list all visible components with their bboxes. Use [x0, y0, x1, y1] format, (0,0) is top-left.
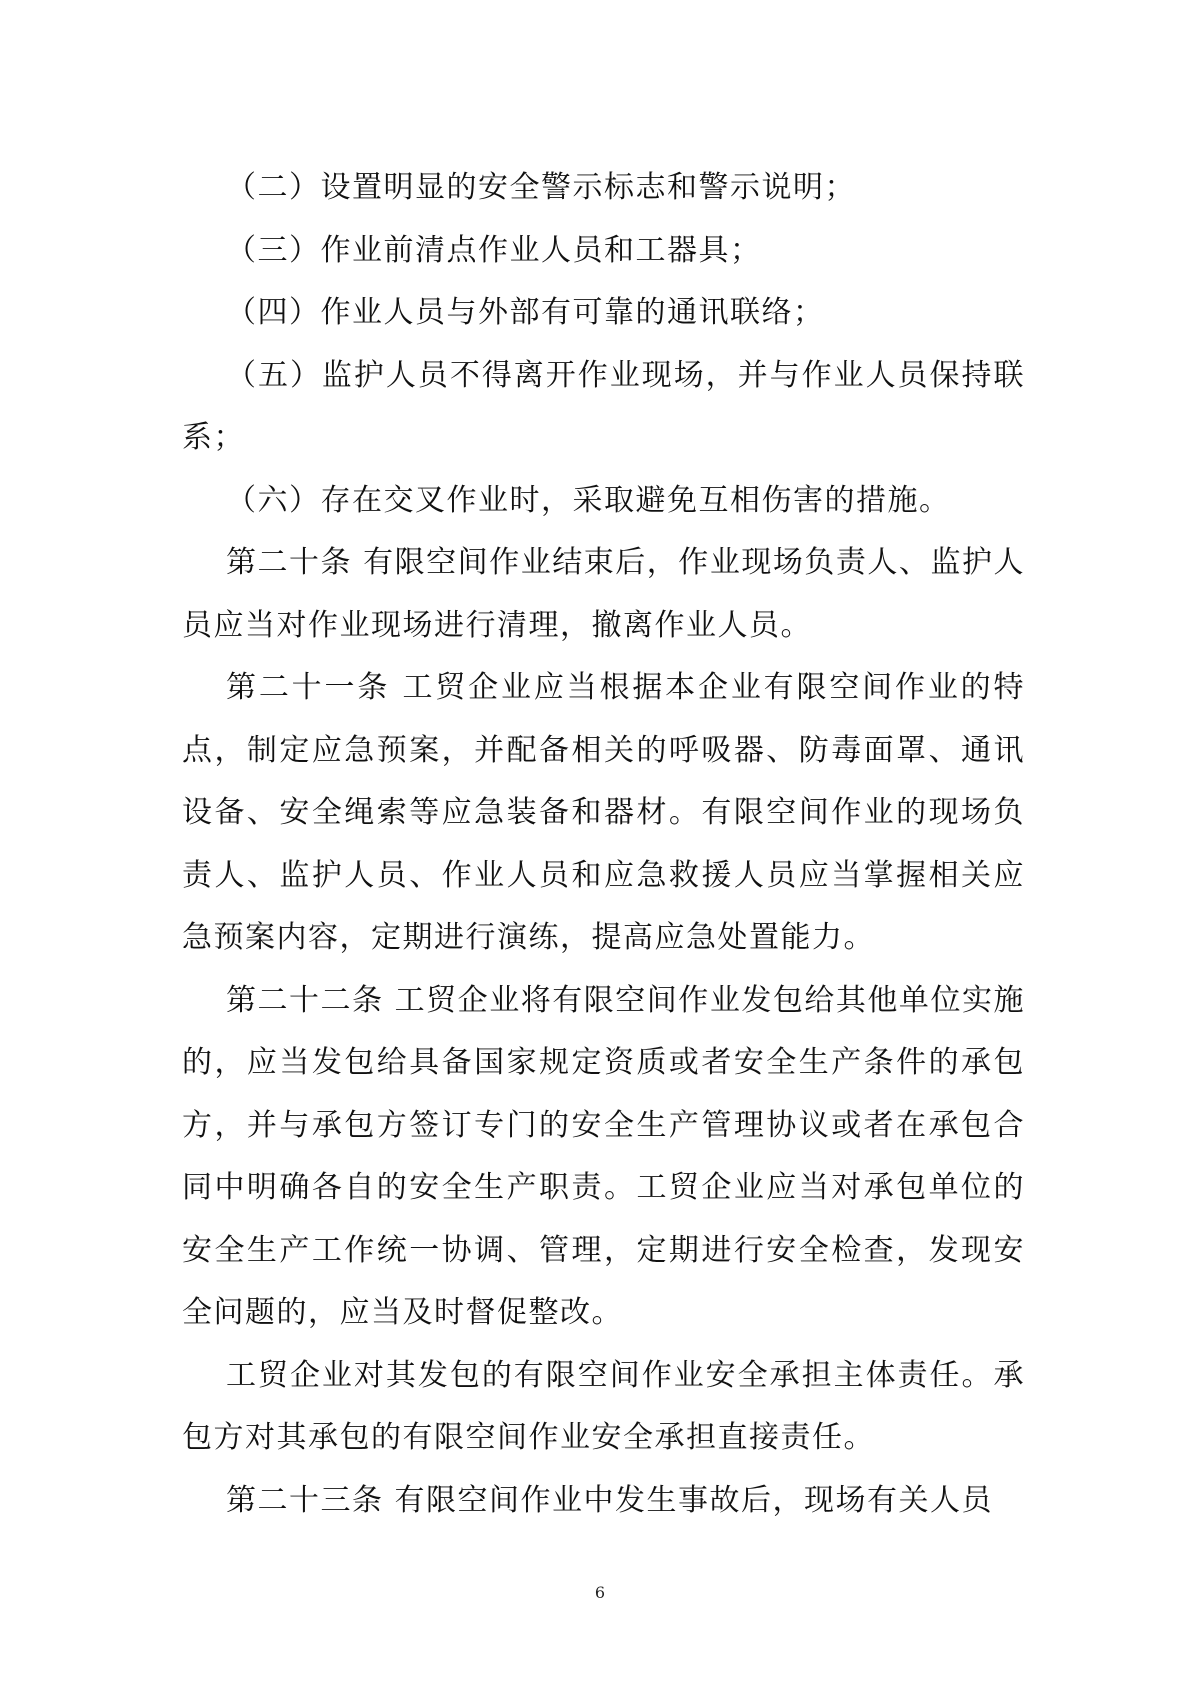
article-22-continuation: 工贸企业对其发包的有限空间作业安全承担主体责任。承包方对其承包的有限空间作业安全承担直接责任。 — [182, 1357, 1025, 1455]
paragraph-item-3: （三）作业前清点作业人员和工器具； — [226, 232, 762, 268]
paragraph-item-5: （五）监护人员不得离开作业现场，并与作业人员保持联系； — [182, 357, 1025, 455]
page-number: 6 — [594, 1583, 606, 1602]
article-23: 第二十三条 有限空间作业中发生事故后，现场有关人员 — [226, 1482, 994, 1518]
paragraph-item-6: （六）存在交叉作业时，采取避免互相伤害的措施。 — [226, 482, 951, 518]
article-22: 第二十二条 工贸企业将有限空间作业发包给其他单位实施的，应当发包给具备国家规定资质或者安全生产条件的承包方，并与承包方签订专门的安全生产管理协议或者在承包合同中明确各自的安全生产职责。工贸企业应当对承包单位的安全生产工作统一协调、管理，定期进行安全检查，发现安全问题的，应当及时督促整改。 — [182, 982, 1025, 1330]
paragraph-item-2: （二）设置明显的安全警示标志和警示说明； — [226, 170, 856, 205]
body-text — [182, 157, 1025, 1532]
article-21: 第二十一条 工贸企业应当根据本企业有限空间作业的特点，制定应急预案，并配备相关的呼吸器、防毒面罩、通讯设备、安全绳索等应急装备和器材。有限空间作业的现场负责人、监护人员、作业人员和应急救援人员应当掌握相关应急预案内容，定期进行演练，提高应急处置能力。 — [182, 670, 1025, 955]
paragraph-item-4: （四）作业人员与外部有可靠的通讯联络； — [226, 295, 825, 330]
article-20: 第二十条 有限空间作业结束后，作业现场负责人、监护人员应当对作业现场进行清理，撤离作业人员。 — [182, 545, 1025, 643]
